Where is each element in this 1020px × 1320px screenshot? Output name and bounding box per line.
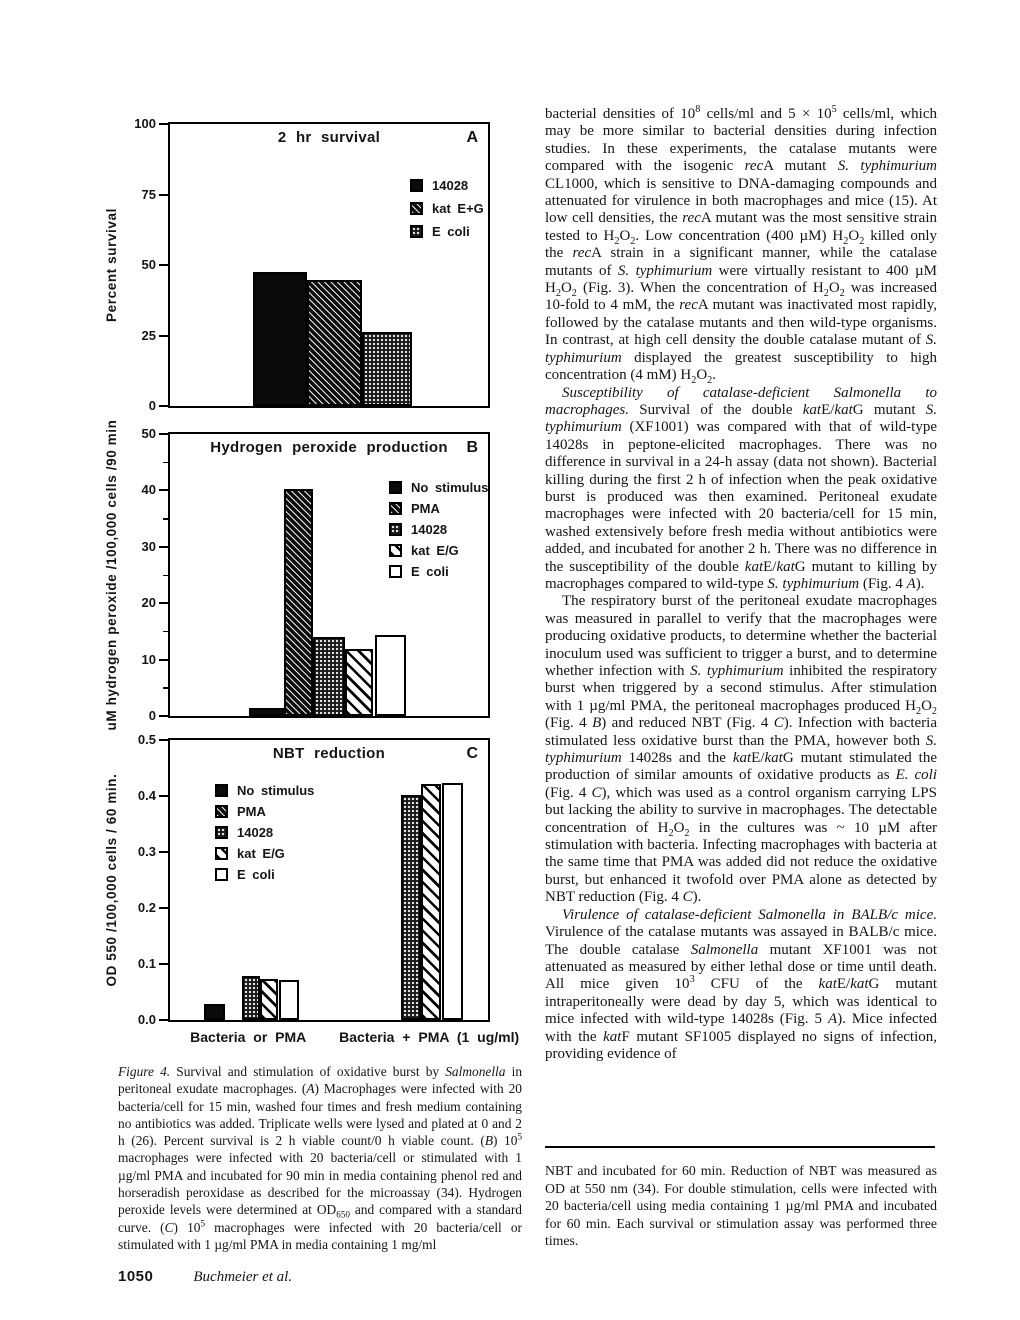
legend-swatch-solid bbox=[215, 784, 228, 797]
legend-swatch-hatch-fine bbox=[215, 805, 228, 818]
chart-title: 2 hr survival bbox=[277, 129, 381, 146]
paragraph: Susceptibility of catalase-deficient Salmonella to macrophages. Survival of the double katE/katG mutant S. typhimurium (XF1001) was compared with that of wild-type 14028s in peptone-elicited macrophages. There was no difference in survival in a 24-h assay (data not shown). Bacterial killing during the first 2 h of infection when the peak oxidative burst is produced was then examined. Peritoneal exudate macrophages were infected with 20 bacteria/cell for 15 min, washed extensively before fresh media without antibiotics were added, and incubated for another 2 h. There was no difference in the susceptibility of the double katE/katG mutant to killing by macrophages compared to wild-type S. typhimurium (Fig. 4 A). bbox=[545, 384, 937, 592]
legend-swatch-open bbox=[215, 868, 228, 881]
y-tick-mark bbox=[159, 602, 168, 604]
bar-14028 bbox=[242, 976, 260, 1020]
y-minor-tick-mark bbox=[163, 518, 168, 520]
y-tick-label: 30 bbox=[141, 538, 156, 554]
legend-item bbox=[389, 543, 488, 558]
legend-item bbox=[215, 867, 314, 882]
bar-e-coli bbox=[362, 332, 412, 406]
legend-label: 14028 bbox=[432, 178, 469, 193]
legend-label: 14028 bbox=[411, 522, 448, 537]
figure-footnote: NBT and incubated for 60 min. Reduction of NBT was measured as OD at 550 nm (34). For double stimulation, cells were infected with 20 bacteria/cell using media containing 1 µg/ml PMA and incubated for 60 min. Each survival or stimulation assay was performed three times. bbox=[545, 1163, 937, 1249]
legend-item bbox=[389, 501, 488, 516]
y-minor-tick-mark bbox=[163, 575, 168, 577]
y-tick-label: 100 bbox=[134, 116, 156, 131]
bar-e-coli bbox=[442, 783, 463, 1020]
y-tick-mark bbox=[159, 335, 168, 337]
bar-pma bbox=[284, 489, 314, 716]
y-tick-label: 50 bbox=[141, 426, 156, 441]
y-axis-label: OD 550 /100,000 cells / 60 min. bbox=[104, 773, 119, 987]
legend-item bbox=[389, 480, 488, 495]
y-tick-mark bbox=[159, 963, 168, 965]
bar-14028 bbox=[313, 637, 344, 716]
legend-swatch-hatch-wide bbox=[389, 544, 402, 557]
y-tick-mark bbox=[159, 1019, 168, 1021]
bar-kat-e-g bbox=[307, 280, 361, 406]
y-tick-mark bbox=[159, 433, 168, 435]
y-tick-label: 40 bbox=[141, 482, 156, 498]
right-column-paragraphs bbox=[545, 106, 937, 1063]
y-tick-label: 0 bbox=[148, 708, 156, 723]
legend-label: E coli bbox=[432, 224, 470, 239]
legend-label: No stimulus bbox=[237, 783, 315, 798]
legend-item bbox=[410, 178, 484, 193]
y-tick-label: 75 bbox=[141, 186, 156, 202]
bar-no-stimulus bbox=[204, 1004, 225, 1020]
panel-letter: B bbox=[466, 439, 478, 456]
y-tick-mark bbox=[159, 264, 168, 266]
legend-item bbox=[215, 846, 314, 861]
legend-item bbox=[389, 522, 488, 537]
y-tick-mark bbox=[159, 489, 168, 491]
chart-legend bbox=[215, 783, 314, 882]
y-tick-label: 0.0 bbox=[137, 1012, 156, 1027]
legend-swatch-hatch-wide bbox=[215, 847, 228, 860]
x-category-label: Bacteria or PMA bbox=[190, 1029, 307, 1045]
legend-item bbox=[410, 201, 484, 216]
legend-item bbox=[215, 825, 314, 840]
panel-letter: A bbox=[466, 129, 478, 146]
y-minor-tick-mark bbox=[163, 687, 168, 689]
bar-kat-e-g bbox=[260, 979, 278, 1020]
panel-letter: C bbox=[466, 745, 478, 762]
paragraph: The respiratory burst of the peritoneal exudate macrophages was measured in parallel to verify that the macrophages were producing oxidative products, to determine whether the bacterial inoculum used was sufficient to trigger a burst, and to determine whether infection with S. typhimurium inhibited the respiratory burst when triggered by a second stimulus. After stimulation with 1 µg/ml PMA, the peritoneal macrophages produced $H_2O_2$ (Fig. 4 B) and reduced NBT (Fig. 4 C). Infection with bacteria stimulated less oxidative burst than the PMA, however both S. typhimurium 14028s and the katE/katG mutant stimulated the production of similar amounts of oxidative products as E. coli (Fig. 4 C), which was used as a control organism carrying LPS but lacking the ability to survive in macrophages. The detectable concentration of $H_2O_2$ in the cultures was ~ 10 µM after stimulation with bacteria. Infecting macrophages with bacteria at the same time that PMA was added did not reduce the oxidative burst, but enhanced it twofold over PMA alone as detected by NBT reduction (Fig. 4 C). bbox=[545, 593, 938, 906]
legend-label: kat E+G bbox=[432, 201, 484, 216]
y-tick-mark bbox=[159, 194, 168, 196]
legend-swatch-stipple bbox=[389, 523, 402, 536]
legend-swatch-hatch-fine bbox=[410, 202, 423, 215]
y-tick-label: 0.4 bbox=[137, 788, 156, 803]
y-tick-mark bbox=[159, 405, 168, 407]
legend-swatch-stipple bbox=[215, 826, 228, 839]
page-number: 1050 bbox=[118, 1268, 154, 1285]
y-tick-label: 0 bbox=[148, 398, 156, 413]
legend-swatch-stipple bbox=[410, 225, 423, 238]
y-tick-mark bbox=[159, 739, 168, 741]
legend-label: kat E/G bbox=[411, 543, 459, 558]
y-tick-label: 0.1 bbox=[137, 956, 156, 971]
y-tick-mark bbox=[159, 546, 168, 548]
figure-caption: Figure 4. Survival and stimulation of oxidative burst by Salmonella in peritoneal exudate macrophages. (A) Macrophages were infected with 20 bacteria/cell for 15 min, washed four times and fresh medium containing no antibiotics was added. Triplicate wells were lysed and plated at 0 and 2 h (26). Percent survival is 2 h viable count/0 h viable count. (B) $10^5$ macrophages were infected with 20 bacteria/cell or stimulated with 1 µg/ml PMA and incubated for 90 min in media containing phenol red and horseradish peroxidase as described for the microassay (34). Hydrogen peroxide levels were determined at $OD_{650}$ and compared with a standard curve. (C) $10^5$ macrophages were infected with 20 bacteria/cell or stimulated with 1 µg/ml PMA in media containing 1 mg/ml bbox=[118, 1064, 523, 1252]
y-tick-label: 0.5 bbox=[137, 732, 156, 747]
running-authors: Buchmeier et al. bbox=[193, 1269, 293, 1285]
y-tick-mark bbox=[159, 715, 168, 717]
bar-14028 bbox=[253, 272, 307, 406]
y-minor-tick-mark bbox=[163, 631, 168, 633]
chart-panel-a bbox=[104, 116, 490, 413]
plot-area-a bbox=[134, 116, 488, 413]
y-tick-mark bbox=[159, 907, 168, 909]
bar-e-coli bbox=[375, 635, 406, 716]
y-tick-label: 10 bbox=[141, 651, 156, 667]
legend-item bbox=[215, 804, 314, 819]
legend-swatch-open bbox=[389, 565, 402, 578]
legend-swatch-hatch-fine bbox=[389, 502, 402, 515]
y-tick-mark bbox=[159, 659, 168, 661]
chart-title: Hydrogen peroxide production bbox=[210, 439, 448, 456]
legend-label: PMA bbox=[237, 804, 266, 819]
legend-label: E coli bbox=[237, 867, 275, 882]
legend-item bbox=[410, 224, 484, 239]
legend-item bbox=[215, 783, 314, 798]
bar-14028 bbox=[401, 795, 421, 1020]
y-minor-tick-mark bbox=[163, 462, 168, 464]
chart-panel-b bbox=[104, 419, 490, 731]
y-tick-mark bbox=[159, 795, 168, 797]
bar-no-stimulus bbox=[249, 708, 284, 716]
legend-label: kat E/G bbox=[237, 846, 285, 861]
chart-legend bbox=[410, 178, 484, 239]
y-tick-mark bbox=[159, 851, 168, 853]
paragraph: bacterial densities of $10^8$ cells/ml and $5 \times 10^5$ cells/ml, which may be more similar to bacterial densities during infection studies. In these experiments, the catalase mutants were compared with the isogenic recA mutant S. typhimurium CL1000, which is sensitive to DNA-damaging compounds and attenuated for virulence in both macrophages and mice (15). At low cell densities, the recA mutant was the most sensitive strain tested to $H_2O_2$. Low concentration (400 µM) $H_2O_2$ killed only the recA strain in a significant manner, while the catalase mutants of S. typhimurium were virtually resistant to 400 µM $H_2O_2$ (Fig. 3). When the concentration of $H_2O_2$ was increased 10-fold to 4 mM, the recA mutant was inactivated most rapidly, followed by the catalase mutants and then wild-type organisms. In contrast, at high cell density the double catalase mutant of S. typhimurium displayed the greatest susceptibility to high concentration (4 mM) $H_2O_2$. bbox=[545, 104, 938, 387]
page-footer bbox=[118, 1268, 292, 1286]
y-tick-label: 25 bbox=[141, 327, 156, 343]
y-axis-label: Percent survival bbox=[104, 208, 119, 322]
plot-area-b bbox=[141, 426, 489, 723]
y-tick-label: 0.2 bbox=[137, 900, 156, 915]
y-tick-label: 20 bbox=[141, 595, 156, 611]
chart-legend bbox=[389, 480, 488, 579]
y-tick-label: 50 bbox=[141, 257, 156, 272]
legend-swatch-solid bbox=[389, 481, 402, 494]
chart-panel-c bbox=[104, 732, 520, 1045]
legend-label: 14028 bbox=[237, 825, 274, 840]
x-category-label: Bacteria + PMA (1 ug/ml) bbox=[339, 1029, 520, 1045]
bar-kat-e-g bbox=[345, 649, 374, 716]
chart-title: NBT reduction bbox=[272, 745, 386, 762]
plot-area-c bbox=[137, 732, 520, 1045]
y-axis-label: uM hydrogen peroxide /100,000 cells /90 min bbox=[104, 419, 119, 731]
y-tick-mark bbox=[159, 123, 168, 125]
bar-e-coli bbox=[279, 980, 299, 1020]
legend-swatch-solid bbox=[410, 179, 423, 192]
footnote-divider bbox=[545, 1146, 935, 1148]
legend-label: E coli bbox=[411, 564, 449, 579]
bar-kat-e-g bbox=[421, 784, 441, 1020]
legend-label: No stimulus bbox=[411, 480, 489, 495]
legend-item bbox=[389, 564, 488, 579]
legend-label: PMA bbox=[411, 501, 440, 516]
y-tick-label: 0.3 bbox=[137, 844, 156, 859]
paragraph: Virulence of catalase-deficient Salmonella in BALB/c mice. Virulence of the catalase mutants was assayed in BALB/c mice. The double catalase Salmonella mutant XF1001 was not attenuated as measured by either lethal dose or time until death. All mice given $10^3$ CFU of the katE/katG mutant intraperitoneally were dead by day 5, which was identical to mice infected with wild-type 14028s (Fig. 5 A). Mice infected with the katF mutant SF1005 displayed no signs of infection, providing evidence of bbox=[545, 906, 938, 1062]
